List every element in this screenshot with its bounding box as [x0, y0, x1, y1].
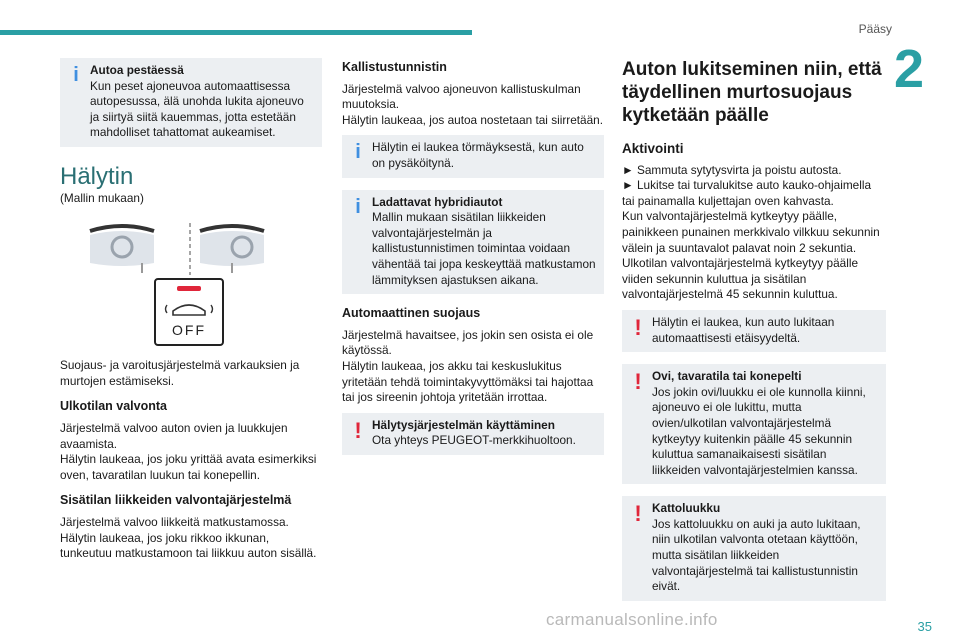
info-box-hybrid [342, 190, 604, 295]
info-icon: i [355, 195, 361, 218]
model-note: (Mallin mukaan) [60, 190, 144, 205]
interior-text-2: Hälytin laukeaa, jos joku rikkoo ikkunan, tunkeutuu matkustamoon tai liikkuu auton sisällä. [60, 530, 317, 561]
activation-text-1: Kun valvontajärjestelmä kytkeytyy päälle, painikkeen punainen merkkivalo vilkkuu sekunnin välein ja suuntavalot palavat noin 2 sekuntia. [622, 209, 880, 255]
tilt-text-2: Hälytin laukeaa, jos autoa nostetaan tai siirretään. [342, 112, 604, 127]
alarm-illustration [60, 213, 322, 348]
section-label: Pääsy [858, 22, 892, 36]
column-3 [622, 58, 886, 613]
warning-box-sunroof [622, 496, 886, 601]
section-heading-alarm: Hälytin [60, 162, 134, 190]
alarm-intro: Suojaus- ja varoitusjärjestelmä varkauksien ja murtojen estämiseksi. [60, 358, 300, 388]
exterior-text-2: Hälytin laukeaa, jos joku yrittää avata esimerkiksi oven, tavaratilan luukun tai konepellin. [60, 452, 317, 482]
warning-icon: ! [634, 501, 642, 527]
steering-wheel-icon [200, 226, 264, 273]
steering-wheel-icon [90, 226, 154, 273]
watermark: carmanualsonline.info [546, 610, 718, 629]
warning-box-doors [622, 364, 886, 484]
auto-text-1: Järjestelmä havaitsee, jos jokin sen osista ei ole käytössä. [342, 327, 594, 358]
exterior-text-1: Järjestelmä valvoo auton ovien ja luukkujen avaamista. [60, 420, 288, 451]
warning-box-usage [342, 413, 604, 455]
note-text: Mallin mukaan sisätilan liikkeiden valvontajärjestelmän ja kallistustunnistimen toimintaa voidaan vähentää tai jopa keskeyttää matkustamon lämmityksen ajastuksen aikana. [372, 210, 596, 287]
interior-text-1: Järjestelmä valvoo liikkeitä matkustamossa. [60, 514, 289, 529]
note-text: Hälytin ei laukea törmäyksestä, kun auto on pysäköitynä. [372, 140, 584, 170]
heading-interior: Sisätilan liikkeiden valvontajärjestelmä [60, 493, 292, 508]
page-number: 35 [917, 619, 932, 634]
note-title: Ladattavat hybridiautot [372, 194, 503, 209]
heading-exterior: Ulkotilan valvonta [60, 399, 167, 414]
heading-activation: Aktivointi [622, 141, 684, 156]
note-text: Kun peset ajoneuvoa automaattisessa autopesussa, älä unohda lukita ajoneuvo ja siirtyä siitä kauemmas, jotta estetään mahdolliset tahattomat aukeamiset. [90, 78, 304, 140]
note-title: Hälytysjärjestelmän käyttäminen [372, 417, 555, 432]
info-icon: i [355, 141, 361, 164]
step-2: ► Lukitse tai turvalukitse auto kauko-ohjaimella tai painamalla kuljettajan oven kahvasta. [622, 178, 872, 208]
warning-icon: ! [634, 369, 642, 395]
heading-auto-protection: Automaattinen suojaus [342, 306, 481, 321]
note-title: Kattoluukku [652, 501, 721, 516]
info-box-collision [342, 135, 604, 177]
auto-text-2: Hälytin laukeaa, jos akku tai keskuslukitus yritetään tehdä toimintakyvyttömäksi tai hajottaa tai jos sireenin johtoja yritetään irrottaa. [342, 358, 594, 405]
column-2 [342, 58, 604, 467]
info-icon: i [73, 64, 79, 86]
warning-icon: ! [634, 314, 642, 340]
note-text: Jos kattoluukku on auki ja auto lukitaan, niin ulkotilan valvonta otetaan käyttöön, mutta sisätilan liikkeiden valvontajärjestelmä tai kallistustunnistin eivät. [652, 516, 861, 594]
step-1: ► Sammuta sytytysvirta ja poistu autosta. [622, 162, 842, 177]
heading-tilt: Kallistustunnistin [342, 60, 447, 74]
top-accent-bar [0, 30, 472, 35]
note-title: Autoa pestäessä [90, 63, 184, 77]
note-text: Hälytin ei laukea, kun auto lukitaan automaattisesti etäisyydeltä. [652, 314, 835, 345]
note-text: Jos jokin ovi/luukku ei ole kunnolla kiinni, ajoneuvo ei ole lukittu, mutta ovien/ulkotilan valvontajärjestelmä kytkeytyy kuitenkin päälle 45 sekunnin kuluttua samanaikaisesti sisätilan liikkeiden valvontajärjestelmien kanssa. [652, 384, 866, 477]
page-title: Auton lukitseminen niin, että täydellinen murtosuojaus kytketään päälle [622, 59, 882, 126]
activation-text-2: Ulkotilan valvontajärjestelmä kytkeytyy päälle viiden sekunnin kuluttua ja sisätilan valvontajärjestelmä 45 sekunnin kuluttua. [622, 256, 859, 302]
warning-icon: ! [354, 417, 362, 443]
info-box-car-wash [60, 58, 322, 147]
column-1 [60, 58, 322, 562]
note-title: Ovi, tavaratila tai konepelti [652, 369, 802, 384]
tilt-text-1: Järjestelmä valvoo ajoneuvon kallistuskulman muutoksia. [342, 81, 581, 112]
chapter-number: 2 [894, 39, 925, 99]
off-button-label: OFF [172, 322, 206, 339]
warning-box-remote [622, 310, 886, 352]
note-text: Ota yhteys PEUGEOT-merkkihuoltoon. [372, 433, 576, 448]
